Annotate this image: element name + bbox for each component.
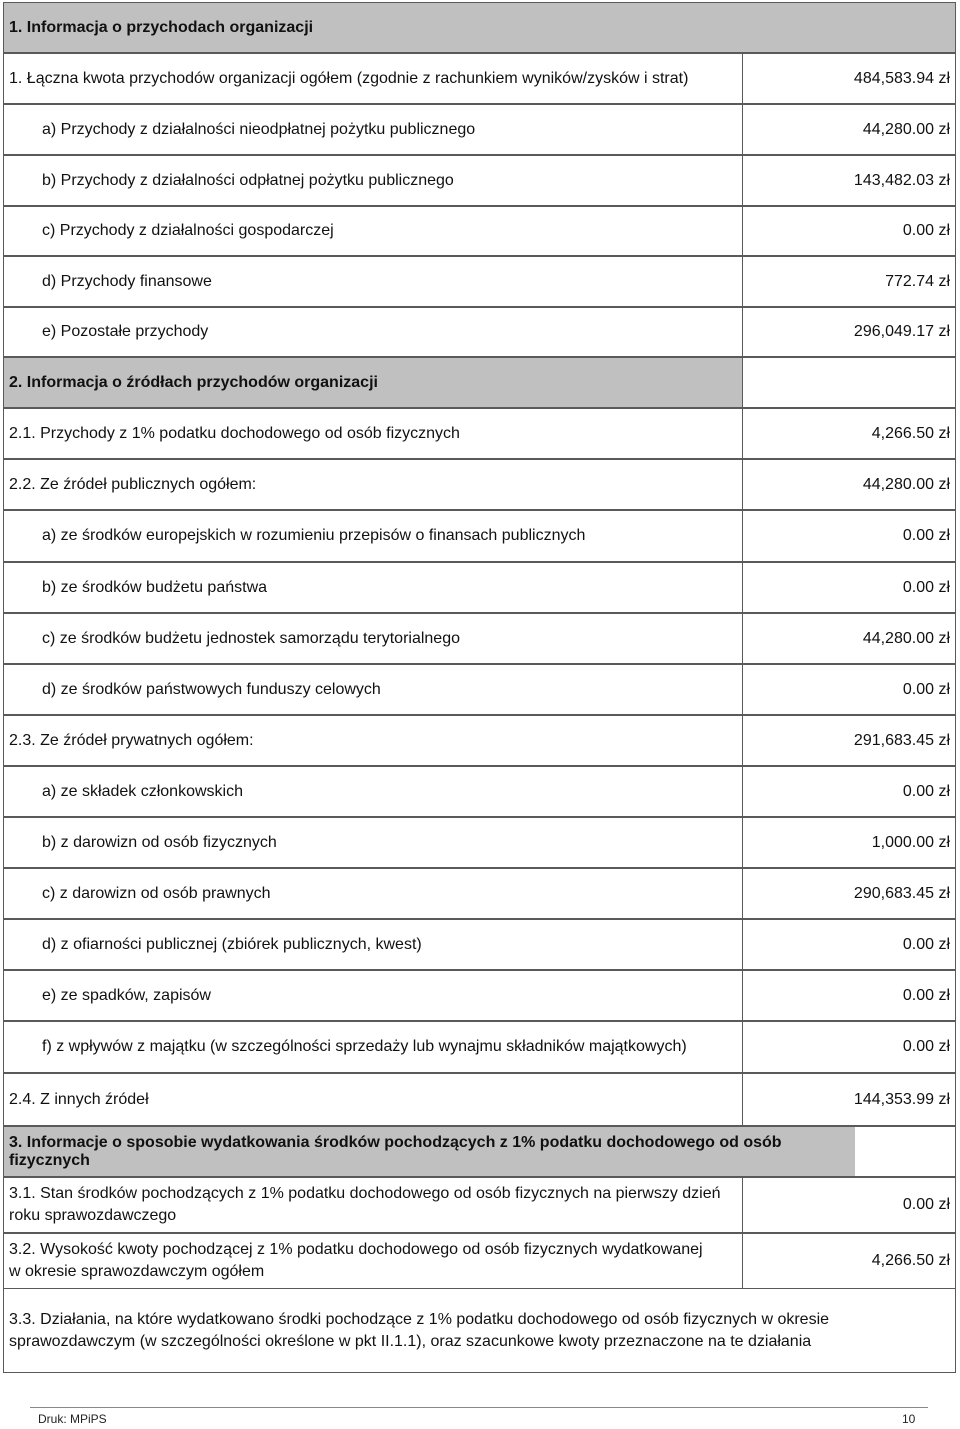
row-label: d) z ofiarności publicznej (zbiórek publicznych, kwest) xyxy=(42,935,422,953)
row-label: 1. Łączna kwota przychodów organizacji ogółem (zgodnie z rachunkiem wyników/zysków i strat) xyxy=(9,69,689,87)
row-value: 143,482.03 zł xyxy=(742,156,955,205)
row-value: 0.00 zł xyxy=(742,767,955,816)
table-row xyxy=(3,459,956,510)
row-label: a) Przychody z działalności nieodpłatnej pożytku publicznego xyxy=(42,120,476,138)
row-value: 290,683.45 zł xyxy=(742,869,955,918)
section-3-header-blank xyxy=(855,1127,955,1176)
footer-print-label: Druk: MPiPS xyxy=(38,1412,107,1426)
table-row xyxy=(3,919,956,970)
row-label: c) z darowizn od osób prawnych xyxy=(42,884,271,902)
row-value: 44,280.00 zł xyxy=(742,460,955,509)
footer-divider xyxy=(30,1407,928,1408)
page-number: 10 xyxy=(902,1412,916,1426)
row-value: 44,280.00 zł xyxy=(742,614,955,663)
table-row xyxy=(3,155,956,206)
row-label: e) ze spadków, zapisów xyxy=(42,986,211,1004)
row-label: f) z wpływów z majątku (w szczególności sprzedaży lub wynajmu składników majątkowych) xyxy=(42,1038,687,1055)
row-label: c) ze środków budżetu jednostek samorządu terytorialnego xyxy=(42,629,460,647)
row-label: a) ze składek członkowskich xyxy=(42,782,243,800)
row-value: 44,280.00 zł xyxy=(742,105,955,154)
row-value: 0.00 zł xyxy=(742,971,955,1020)
row-label-line: 3.3. Działania, na które wydatkowano środki pochodzące z 1% podatku dochodowego od osób fizycznych w okresie xyxy=(9,1311,830,1328)
row-value: 291,683.45 zł xyxy=(742,716,955,765)
row-label xyxy=(4,1289,955,1372)
section-2-header-value xyxy=(742,358,955,407)
row-value: 0.00 zł xyxy=(742,665,955,714)
row-label: b) z darowizn od osób fizycznych xyxy=(42,833,277,851)
row-value: 0.00 zł xyxy=(742,511,955,561)
table-row xyxy=(3,256,956,307)
row-label-line: w okresie sprawozdawczym ogółem xyxy=(9,1263,265,1280)
row-label: 2.1. Przychody z 1% podatku dochodowego od osób fizycznych xyxy=(9,424,460,442)
table-row xyxy=(3,868,956,919)
row-label: 2.2. Ze źródeł publicznych ogółem: xyxy=(9,475,257,493)
section-3-title: 3. Informacje o sposobie wydatkowania środków pochodzących z 1% podatku dochodowego od osób fizycznych xyxy=(9,1133,782,1169)
table-row xyxy=(3,510,956,562)
row-label: e) Pozostałe przychody xyxy=(42,323,209,340)
table-row xyxy=(3,1233,956,1289)
row-value: 144,353.99 zł xyxy=(742,1074,955,1125)
row-value: 0.00 zł xyxy=(742,563,955,612)
table-row xyxy=(3,970,956,1021)
row-value: 484,583.94 zł xyxy=(742,54,955,103)
table-row xyxy=(3,715,956,766)
table-row xyxy=(3,1073,956,1126)
row-value: 0.00 zł xyxy=(742,920,955,969)
row-label-line: 3.2. Wysokość kwoty pochodzącej z 1% podatku dochodowego od osób fizycznych wydatkowanej xyxy=(9,1241,703,1258)
table-row xyxy=(3,1289,956,1373)
row-label-line: sprawozdawczym (w szczególności określone w pkt II.1.1), oraz szacunkowe kwoty przeznaczone na te działania xyxy=(9,1333,812,1350)
table-row xyxy=(3,53,956,104)
table-row xyxy=(3,1021,956,1073)
row-label: d) ze środków państwowych funduszy celowych xyxy=(42,680,381,698)
table-row xyxy=(3,206,956,256)
row-value: 0.00 zł xyxy=(742,1022,955,1072)
table-row xyxy=(3,664,956,715)
table-row xyxy=(3,766,956,817)
row-label: b) Przychody z działalności odpłatnej pożytku publicznego xyxy=(42,171,454,189)
table-row xyxy=(3,562,956,613)
row-label-line: 3.1. Stan środków pochodzących z 1% podatku dochodowego od osób fizycznych na pierwszy dzień xyxy=(9,1185,721,1202)
row-label: b) ze środków budżetu państwa xyxy=(42,578,268,596)
table-row xyxy=(3,1177,956,1233)
section-2-title: 2. Informacja o źródłach przychodów organizacji xyxy=(9,373,378,391)
table-row xyxy=(3,613,956,664)
section-3-header xyxy=(3,1126,956,1177)
report-sheet xyxy=(3,2,956,1373)
row-value: 4,266.50 zł xyxy=(742,1234,955,1288)
row-label: a) ze środków europejskich w rozumieniu przepisów o finansach publicznych xyxy=(42,527,586,544)
row-label: 2.3. Ze źródeł prywatnych ogółem: xyxy=(9,731,254,749)
row-label xyxy=(4,1178,742,1232)
row-label: 2.4. Z innych źródeł xyxy=(9,1090,149,1108)
row-label xyxy=(4,1234,742,1288)
row-value: 1,000.00 zł xyxy=(742,818,955,867)
row-value: 0.00 zł xyxy=(742,207,955,255)
row-value: 4,266.50 zł xyxy=(742,409,955,458)
row-label: c) Przychody z działalności gospodarczej xyxy=(42,222,334,239)
table-row xyxy=(3,408,956,459)
row-value: 0.00 zł xyxy=(742,1178,955,1232)
row-value: 772.74 zł xyxy=(742,257,955,306)
row-label-line: roku sprawozdawczego xyxy=(9,1207,177,1224)
row-value: 296,049.17 zł xyxy=(742,308,955,356)
section-2-header xyxy=(3,357,956,408)
section-1-title: 1. Informacja o przychodach organizacji xyxy=(9,18,314,36)
table-row xyxy=(3,817,956,868)
table-row xyxy=(3,307,956,357)
row-label: d) Przychody finansowe xyxy=(42,272,212,290)
table-row xyxy=(3,104,956,155)
section-1-header xyxy=(3,2,956,53)
